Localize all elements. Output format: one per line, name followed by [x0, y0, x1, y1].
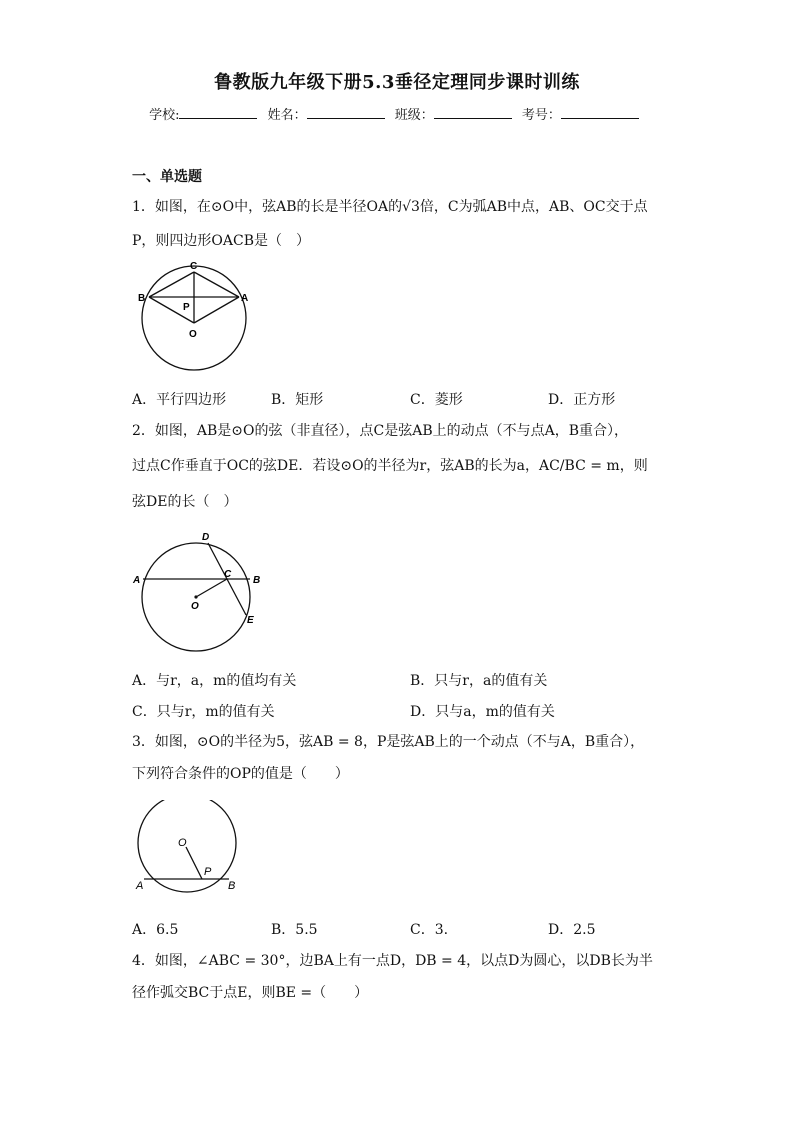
q3-option-c[interactable]: C．3.	[410, 922, 449, 938]
class-label: 班级：	[394, 108, 434, 123]
q3-circle	[138, 800, 236, 892]
q4-line-1: 4．如图，∠ABC = 30°，边BA上有一点D，DB = 4，以点D为圆心，以DB长为半	[132, 953, 653, 969]
q2-label-d: D	[202, 532, 210, 543]
q3-option-d[interactable]: D．2.5	[548, 922, 596, 938]
q3-figure	[132, 800, 252, 900]
q3-label-o: O	[178, 837, 187, 849]
q1-figure	[132, 258, 252, 378]
q2-segment-oc	[196, 579, 227, 597]
q1-line-1: 1．如图，在⊙O中，弦AB的长是半径OA的√3倍，C为弧AB中点，AB、OC交于点	[132, 199, 648, 215]
q3-option-a[interactable]: A．6.5	[132, 922, 179, 938]
school-label: 学校:	[149, 108, 180, 123]
student-info-line	[0, 104, 794, 123]
q3-label-p: P	[204, 866, 212, 878]
q3-segment-op	[186, 847, 202, 879]
q2-label-c: C	[224, 569, 232, 580]
q2-option-d[interactable]: D．只与a，m的值有关	[410, 704, 555, 720]
q2-line-1: 2．如图，AB是⊙O的弦（非直径），点C是弦AB上的动点（不与点A，B重合），	[132, 423, 629, 439]
q3-line-2: 下列符合条件的OP的值是（ ）	[132, 766, 349, 782]
q2-figure	[130, 527, 270, 657]
q2-option-b[interactable]: B．只与r，a的值有关	[410, 673, 548, 689]
q2-label-o: O	[191, 601, 199, 612]
q1-segment-bc	[149, 272, 194, 297]
q1-label-p: P	[183, 302, 190, 313]
q1-option-a[interactable]: A．平行四边形	[132, 392, 227, 408]
school-blank[interactable]	[179, 106, 257, 119]
q1-label-c: C	[190, 261, 198, 272]
q1-option-d[interactable]: D．正方形	[548, 392, 616, 408]
q1-label-o: O	[189, 329, 197, 340]
q3-line-1: 3．如图，⊙O的半径为5，弦AB = 8，P是弦AB上的一个动点（不与A，B重合），	[132, 734, 645, 750]
name-blank[interactable]	[307, 106, 385, 119]
q4-line-2: 径作弧交BC于点E，则BE =（ ）	[132, 985, 369, 1001]
page-title: 鲁教版九年级下册5.3垂径定理同步课时训练	[214, 72, 580, 93]
id-blank[interactable]	[561, 106, 639, 119]
q3-option-b[interactable]: B．5.5	[271, 922, 318, 938]
q2-line-3: 弦DE的长（ ）	[132, 494, 238, 510]
q2-label-b: B	[253, 575, 261, 586]
q2-line-2: 过点C作垂直于OC的弦DE．若设⊙O的半径为r，弦AB的长为a，AC/BC = m，则	[132, 458, 648, 474]
q1-label-b: B	[138, 293, 146, 304]
q3-label-b: B	[228, 880, 236, 892]
section-title: 一、单选题	[132, 169, 202, 185]
q2-option-a[interactable]: A．与r，a，m的值均有关	[132, 673, 297, 689]
q2-option-c[interactable]: C．只与r，m的值有关	[132, 704, 275, 720]
class-blank[interactable]	[434, 106, 512, 119]
q1-line-2: P，则四边形OACB是（ ）	[132, 233, 311, 249]
name-label: 姓名：	[267, 108, 307, 123]
q1-label-a: A	[241, 293, 249, 304]
q1-option-c[interactable]: C．菱形	[410, 392, 463, 408]
q2-label-e: E	[247, 615, 254, 626]
q2-center-dot	[194, 595, 197, 598]
q3-label-a: A	[136, 880, 144, 892]
id-label: 考号：	[521, 108, 561, 123]
q2-label-a: A	[133, 575, 141, 586]
q1-segment-oa	[194, 297, 239, 323]
q1-option-b[interactable]: B．矩形	[271, 392, 324, 408]
q1-segment-ac	[194, 272, 239, 297]
